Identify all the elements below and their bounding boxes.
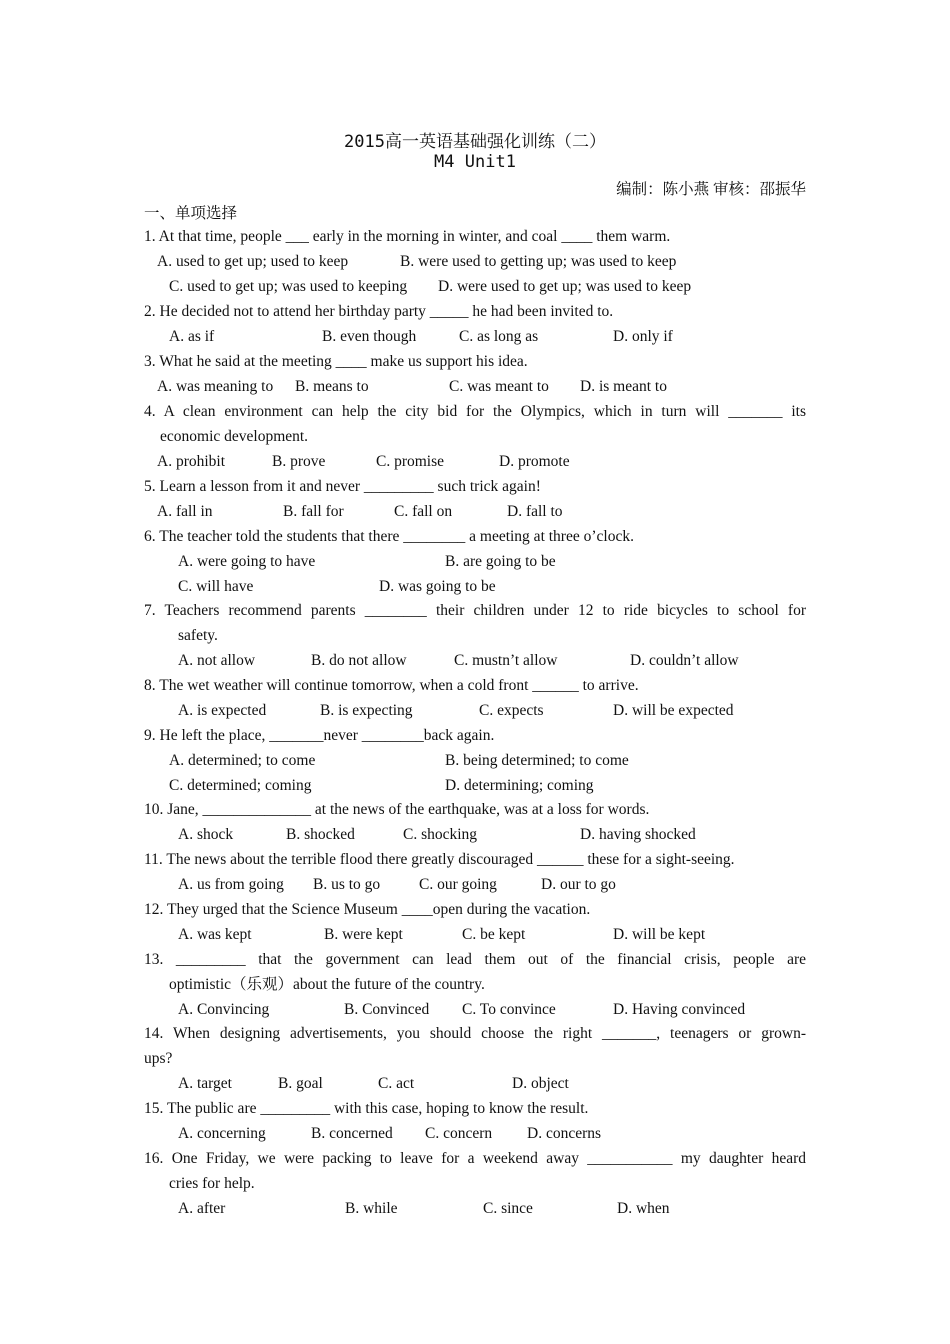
document-subtitle: M4 Unit1	[434, 152, 516, 172]
option-b: B. Convinced	[344, 1001, 430, 1018]
option-c: C. used to get up; was used to keeping	[169, 278, 408, 295]
option-b: B. being determined; to come	[445, 752, 629, 769]
option-b: B. were kept	[324, 926, 403, 943]
option-c: C. concern	[425, 1125, 493, 1142]
option-a: A. not allow	[178, 652, 256, 669]
option-b: B. concerned	[311, 1125, 393, 1142]
option-d: D. concerns	[527, 1125, 602, 1142]
question-stem-continued: economic development.	[160, 428, 309, 445]
option-a: A. us from going	[178, 876, 284, 893]
option-c: C. shocking	[403, 826, 478, 843]
option-c: C. as long as	[459, 328, 539, 345]
option-c: C. will have	[178, 578, 254, 595]
option-a: A. was meaning to	[157, 378, 274, 395]
option-d: D. object	[512, 1075, 569, 1092]
question-stem: 15. The public are _________ with this case, hoping to know the result.	[144, 1100, 589, 1117]
question-stem: 5. Learn a lesson from it and never _________ such trick again!	[144, 478, 541, 495]
question-stem: 3. What he said at the meeting ____ make us support his idea.	[144, 353, 528, 370]
option-c: C. fall on	[394, 503, 453, 520]
option-a: A. was kept	[178, 926, 252, 943]
option-c: C. expects	[479, 702, 544, 719]
question-stem: 7. Teachers recommend parents ________ their children under 12 to ride bicycles to school for	[144, 602, 806, 619]
option-d: D. is meant to	[580, 378, 667, 395]
option-d: D. promote	[499, 453, 570, 470]
question-stem: 10. Jane, ______________ at the news of the earthquake, was at a loss for words.	[144, 801, 650, 818]
option-d: D. when	[617, 1200, 670, 1217]
option-c: C. was meant to	[449, 378, 549, 395]
option-b: B. fall for	[283, 503, 344, 520]
question-stem-continued: optimistic（乐观）about the future of the country.	[169, 976, 485, 993]
option-a: A. used to get up; used to keep	[157, 253, 349, 270]
option-d: D. Having convinced	[613, 1001, 746, 1018]
option-c: C. determined; coming	[169, 777, 312, 794]
question-stem: 2. He decided not to attend her birthday party _____ he had been invited to.	[144, 303, 614, 320]
option-c: C. promise	[376, 453, 445, 470]
question-stem: 13. _________ that the government can lead them out of the financial crisis, people are	[144, 951, 806, 968]
option-d: D. were used to get up; was used to keep	[438, 278, 692, 295]
option-d: D. couldn’t allow	[630, 652, 739, 669]
question-stem-continued: ups?	[144, 1050, 173, 1067]
option-c: C. To convince	[462, 1001, 556, 1018]
option-a: A. shock	[178, 826, 234, 843]
option-d: D. was going to be	[379, 578, 496, 595]
option-d: D. only if	[613, 328, 673, 345]
option-a: A. fall in	[157, 503, 213, 520]
option-a: A. determined; to come	[169, 752, 316, 769]
question-stem: 9. He left the place, _______never ________back again.	[144, 727, 495, 744]
option-c: C. our going	[419, 876, 497, 893]
option-c: C. be kept	[462, 926, 526, 943]
option-c: C. since	[483, 1200, 533, 1217]
question-stem: 4. A clean environment can help the city bid for the Olympics, which in turn will _______ its	[144, 403, 806, 420]
option-d: D. fall to	[507, 503, 563, 520]
option-b: B. are going to be	[445, 553, 556, 570]
option-a: A. concerning	[178, 1125, 266, 1142]
option-a: A. after	[178, 1200, 226, 1217]
question-stem-continued: cries for help.	[169, 1175, 255, 1192]
option-b: B. while	[345, 1200, 398, 1217]
option-a: A. were going to have	[178, 553, 316, 570]
editor-line: 编制：陈小燕 审核：邵振华	[616, 181, 806, 198]
question-stem: 6. The teacher told the students that there ________ a meeting at three o’clock.	[144, 528, 634, 545]
option-d: D. having shocked	[580, 826, 696, 843]
option-b: B. do not allow	[311, 652, 407, 669]
option-d: D. determining; coming	[445, 777, 594, 794]
question-stem: 11. The news about the terrible flood there greatly discouraged ______ these for a sight-seeing.	[144, 851, 735, 868]
option-a: A. Convincing	[178, 1001, 270, 1018]
option-a: A. is expected	[178, 702, 267, 719]
option-b: B. even though	[322, 328, 417, 345]
option-a: A. prohibit	[157, 453, 226, 470]
question-stem: 14. When designing advertisements, you should choose the right _______, teenagers or grown-	[144, 1025, 806, 1042]
option-b: B. goal	[278, 1075, 323, 1092]
question-stem-continued: safety.	[178, 627, 218, 644]
option-b: B. us to go	[313, 876, 381, 893]
option-c: C. mustn’t allow	[454, 652, 558, 669]
option-a: A. as if	[169, 328, 215, 345]
option-c: C. act	[378, 1075, 415, 1092]
question-stem: 8. The wet weather will continue tomorrow, when a cold front ______ to arrive.	[144, 677, 639, 694]
question-stem: 1. At that time, people ___ early in the morning in winter, and coal ____ them warm.	[144, 228, 671, 245]
option-b: B. were used to getting up; was used to keep	[400, 253, 677, 270]
option-b: B. shocked	[286, 826, 355, 843]
option-d: D. our to go	[541, 876, 616, 893]
question-stem: 16. One Friday, we were packing to leave for a weekend away ___________ my daughter heard	[144, 1150, 806, 1167]
document-title: 2015高一英语基础强化训练（二）	[344, 132, 606, 152]
option-d: D. will be expected	[613, 702, 734, 719]
option-a: A. target	[178, 1075, 232, 1092]
section-title: 一、单项选择	[144, 205, 238, 222]
option-b: B. means to	[295, 378, 369, 395]
question-stem: 12. They urged that the Science Museum ____open during the vacation.	[144, 901, 591, 918]
option-d: D. will be kept	[613, 926, 706, 943]
option-b: B. prove	[272, 453, 326, 470]
option-b: B. is expecting	[320, 702, 413, 719]
